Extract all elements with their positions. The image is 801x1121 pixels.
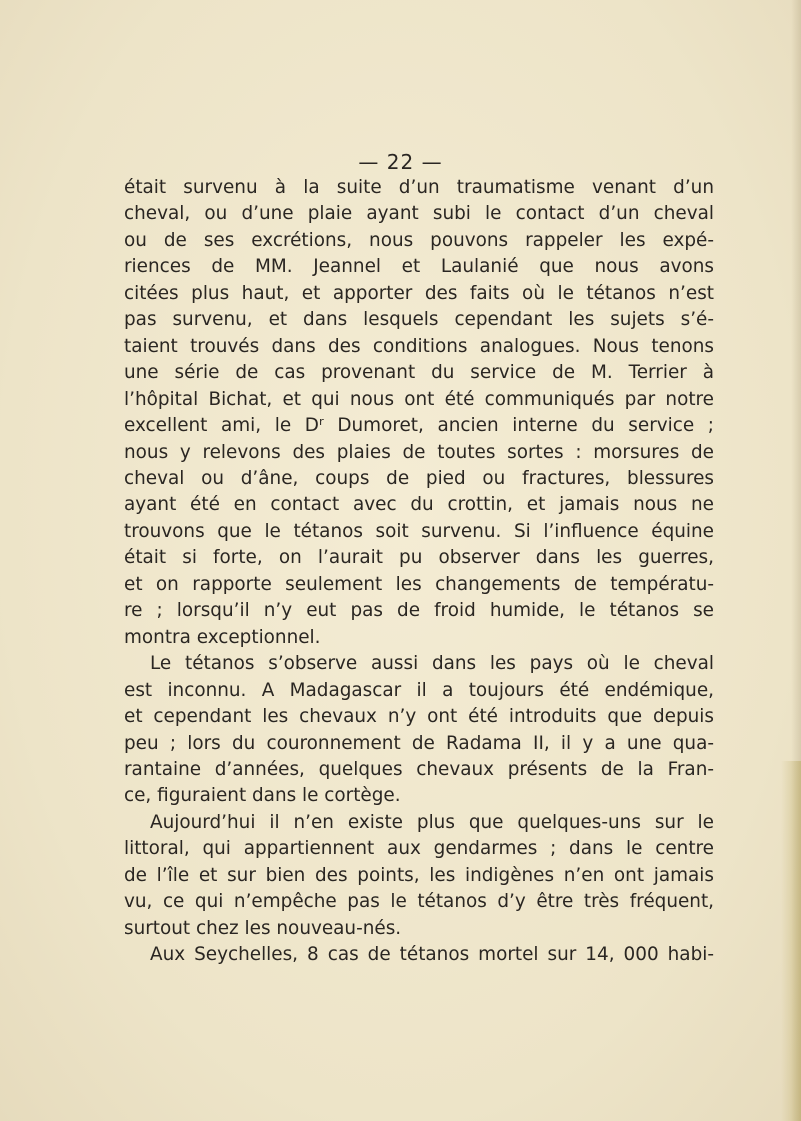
text-line: ayant été en contact avec du crottin, et jamais nous ne <box>124 494 714 516</box>
text-line: ou de ses excrétions, nous pouvons rappeler les expé- <box>124 229 714 251</box>
text-line: cheval, ou d’une plaie ayant subi le contact d’un cheval <box>124 203 714 225</box>
text-line: était si forte, on l’aurait pu observer dans les guerres, <box>124 547 714 569</box>
text-line: et on rapporte seulement les changements de températu- <box>124 573 714 595</box>
page-number: — 22 — <box>358 150 443 174</box>
text-line: vu, ce qui n’empêche pas le tétanos d’y être très fréquent, <box>124 891 714 913</box>
text-line: était survenu à la suite d’un traumatisme venant d’un <box>124 177 714 198</box>
text-line: l’hôpital Bichat, et qui nous ont été communiqués par notre <box>124 388 714 410</box>
text-line: Aux Seychelles, 8 cas de tétanos mortel sur 14, 000 habi- <box>150 944 714 966</box>
text-line: peu ; lors du couronnement de Radama II, il y a une qua- <box>124 732 714 754</box>
text-line: est inconnu. A Madagascar il a toujours été endémique, <box>124 679 714 701</box>
text-line: rantaine d’années, quelques chevaux présents de la Fran- <box>124 758 714 780</box>
text-line: trouvons que le tétanos soit survenu. Si l’influence équine <box>124 520 714 542</box>
text-line: cheval ou d’âne, coups de pied ou fractures, blessures <box>124 467 714 489</box>
text-line: Aujourd’hui il n’en existe plus que quelques-uns sur le <box>150 811 714 833</box>
text-line: et cependant les chevaux n’y ont été introduits que depuis <box>124 706 714 728</box>
text-line: riences de MM. Jeannel et Laulanié que nous avons <box>124 256 714 278</box>
text-line: Le tétanos s’observe aussi dans les pays où le cheval <box>150 653 714 675</box>
text-line: une série de cas provenant du service de M. Terrier à <box>124 362 714 384</box>
text-line: nous y relevons des plaies de toutes sortes : morsures de <box>124 441 714 463</box>
text-line: de l’île et sur bien des points, les indigènes n’en ont jamais <box>124 864 714 886</box>
body-text <box>124 175 714 969</box>
text-line: pas survenu, et dans lesquels cependant les sujets s’é- <box>124 309 714 331</box>
text-line: taient trouvés dans des conditions analogues. Nous tenons <box>124 335 714 357</box>
paper-stain <box>781 761 801 1121</box>
text-line: surtout chez les nouveau-nés. <box>124 917 402 939</box>
text-line: ce, figuraient dans le cortège. <box>124 785 401 807</box>
text-line: citées plus haut, et apporter des faits où le tétanos n’est <box>124 282 714 304</box>
text-line: re ; lorsqu’il n’y eut pas de froid humide, le tétanos se <box>124 600 714 622</box>
text-line: excellent ami, le Dʳ Dumoret, ancien interne du service ; <box>124 415 714 437</box>
text-line: montra exceptionnel. <box>124 626 321 648</box>
text-line: littoral, qui appartiennent aux gendarmes ; dans le centre <box>124 838 714 860</box>
